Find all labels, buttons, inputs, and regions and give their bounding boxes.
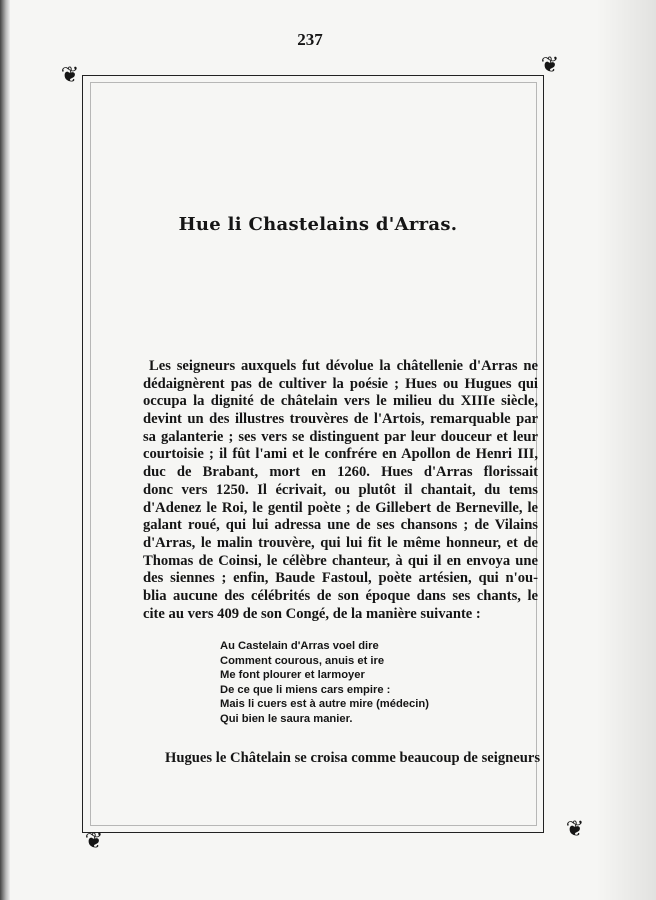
text-line: d'Arras, le malin trouvère, qui lui fit le même honneur, et de xyxy=(143,534,538,551)
corner-ornament-icon: ❦ xyxy=(565,816,585,841)
poem-line: Au Castelain d'Arras voel dire xyxy=(220,640,379,652)
text-line: devint un des illustres trouvères de l'Artois, remarquable par xyxy=(143,411,538,428)
text-line: courtoisie ; il fût l'ami et le confrére en Apollon de Henri III, xyxy=(143,446,538,463)
text-line: blia aucune des célébrités de son époque dans ses chants, le xyxy=(143,587,538,604)
text-line: d'Adenez le Roi, le gentil poète ; de Gillebert de Berneville, le xyxy=(143,499,538,516)
text-line: galant roué, qui lui adressa une de ses chansons ; de Vilains xyxy=(143,517,538,534)
corner-ornament-icon: ❦ xyxy=(84,828,104,853)
text-line: Thomas de Coinsi, le célèbre chanteur, à qui il en envoya une xyxy=(143,552,538,569)
page-binding-shadow xyxy=(0,0,10,900)
body-text xyxy=(143,358,538,623)
page-edge-shade xyxy=(596,0,656,900)
poem-line: Me font plourer et larmoyer xyxy=(220,669,365,682)
page-number: 237 xyxy=(297,30,323,49)
text-line: duc de Brabant, mort en 1260. Hues d'Arras florissait xyxy=(143,464,538,481)
chapter-title: Hue li Chastelains d'Arras. xyxy=(178,214,458,235)
text-line: Les seigneurs auxquels fut dévolue la châtellenie d'Arras ne xyxy=(149,358,538,374)
text-line: des siennes ; enfin, Baude Fastoul, poète artésien, qui n'ou- xyxy=(143,570,538,587)
text-line: donc vers 1250. Il écrivait, ou plutôt il chantait, du tems xyxy=(143,481,538,498)
text-line: cite au vers 409 de son Congé, de la manière suivante : xyxy=(143,605,481,622)
corner-ornament-icon: ❦ xyxy=(60,62,80,87)
text-line: sa galanterie ; ses vers se distinguent par leur douceur et leur xyxy=(143,428,538,445)
poem-line: Mais li cuers est à autre mire (médecin) xyxy=(220,698,429,711)
poem-line: Qui bien le saura manier. xyxy=(220,712,353,725)
poem-quote xyxy=(220,639,429,727)
poem-line: De ce que li miens cars empire : xyxy=(220,683,391,696)
poem-line: Comment courous, anuis et ire xyxy=(220,654,385,667)
text-line: dédaignèrent pas de cultiver la poésie ; Hues ou Hugues qui xyxy=(143,375,538,392)
text-line: occupa la dignité de châtelain vers le milieu du XIIIe siècle, xyxy=(143,393,538,410)
continuation-text: Hugues le Châtelain se croisa comme beaucoup de seigneurs xyxy=(165,750,540,766)
corner-ornament-icon: ❦ xyxy=(540,52,560,77)
